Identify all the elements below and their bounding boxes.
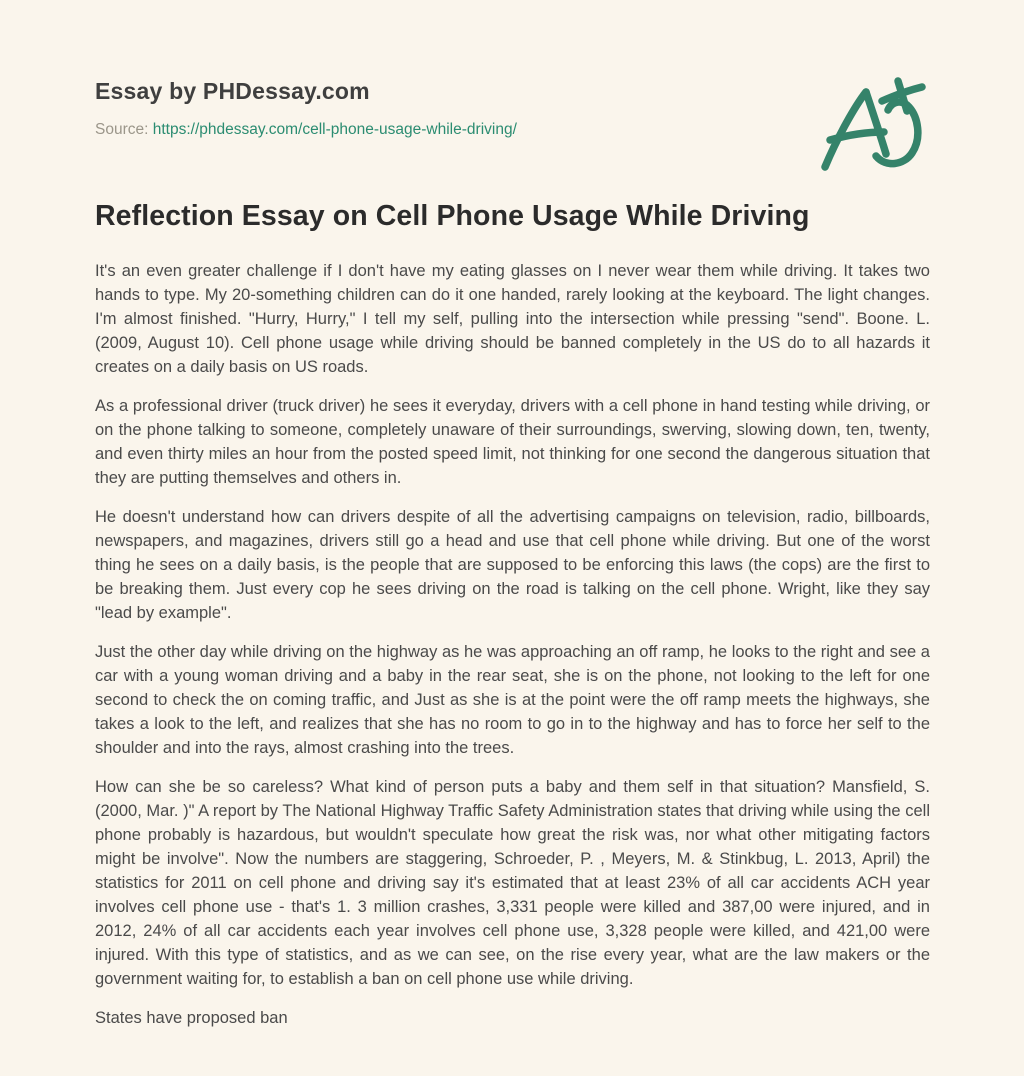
essay-paragraph: He doesn't understand how can drivers despite of all the advertising campaigns on television, radio, billboards, newspapers, and magazines, drivers still go a head and use that cell phone while driving. But one of the worst thing he sees on a daily basis, is the people that are supposed to be enforcing this laws (the cops) are the first to be breaking them. Just every cop he sees driving on the road is talking on the cell phone. Wright, like they say "lead by example". [95,508,930,623]
article [95,199,930,1030]
page-header [95,78,930,139]
essay-paragraph: As a professional driver (truck driver) he sees it everyday, drivers with a cell phone in hand testing while driving, or on the phone talking to someone, completely unaware of their surroundings, swerving, slowing down, ten, twenty, and even thirty miles an hour from the posted speed limit, not thinking for one second the dangerous situation that they are putting themselves and others in. [95,397,930,488]
byline: Essay by PHDessay.com [95,78,370,104]
essay-paragraph: States have proposed ban [95,1009,288,1028]
essay-paragraph: It's an even greater challenge if I don't have my eating glasses on I never wear them while driving. It takes two hands to type. My 20-something children can do it one handed, rarely looking at the keyboard. The light changes. I'm almost finished. "Hurry, Hurry," I tell my self, pulling into the intersection while pressing "send". Boone. L. (2009, August 10). Cell phone usage while driving should be banned completely in the US do to all hazards it creates on a daily basis on US roads. [95,262,930,377]
source-link[interactable]: https://phdessay.com/cell-phone-usage-while-driving/ [152,121,517,138]
source-line [95,121,930,139]
a-plus-logo-icon [806,68,936,188]
source-label: Source: [95,121,149,138]
essay-paragraph: Just the other day while driving on the highway as he was approaching an off ramp, he looks to the right and see a car with a young woman driving and a baby in the rear seat, she is on the phone, not looking to the left for one second to check the on coming traffic, and Just as she is at the point were the off ramp meets the highways, she takes a look to the left, and realizes that she has no room to go in to the highway and has to force her self to the shoulder and into the rays, almost crashing into the trees. [95,643,930,758]
page-title: Reflection Essay on Cell Phone Usage While Driving [95,200,810,232]
essay-paragraph: How can she be so careless? What kind of person puts a baby and them self in that situation? Mansfield, S. (2000, Mar. )" A report by The National Highway Traffic Safety Administration states that driving while using the cell phone probably is hazardous, but wouldn't speculate how great the risk was, nor what other mitigating factors might be involve". Now the numbers are staggering, Schroeder, P. , Meyers, M. & Stinkbug, L. 2013, April) the statistics for 2011 on cell phone and driving say it's estimated that at least 23% of all car accidents ACH year involves cell phone use - that's 1. 3 million crashes, 3,331 people were killed and 387,00 were injured, and in 2012, 24% of all car accidents each year involves cell phone use, 3,328 people were killed, and 421,00 were injured. With this type of statistics, and as we can see, on the rise every year, what are the law makers or the government waiting for, to establish a ban on cell phone use while driving. [95,778,930,989]
essay-body [95,259,930,1030]
